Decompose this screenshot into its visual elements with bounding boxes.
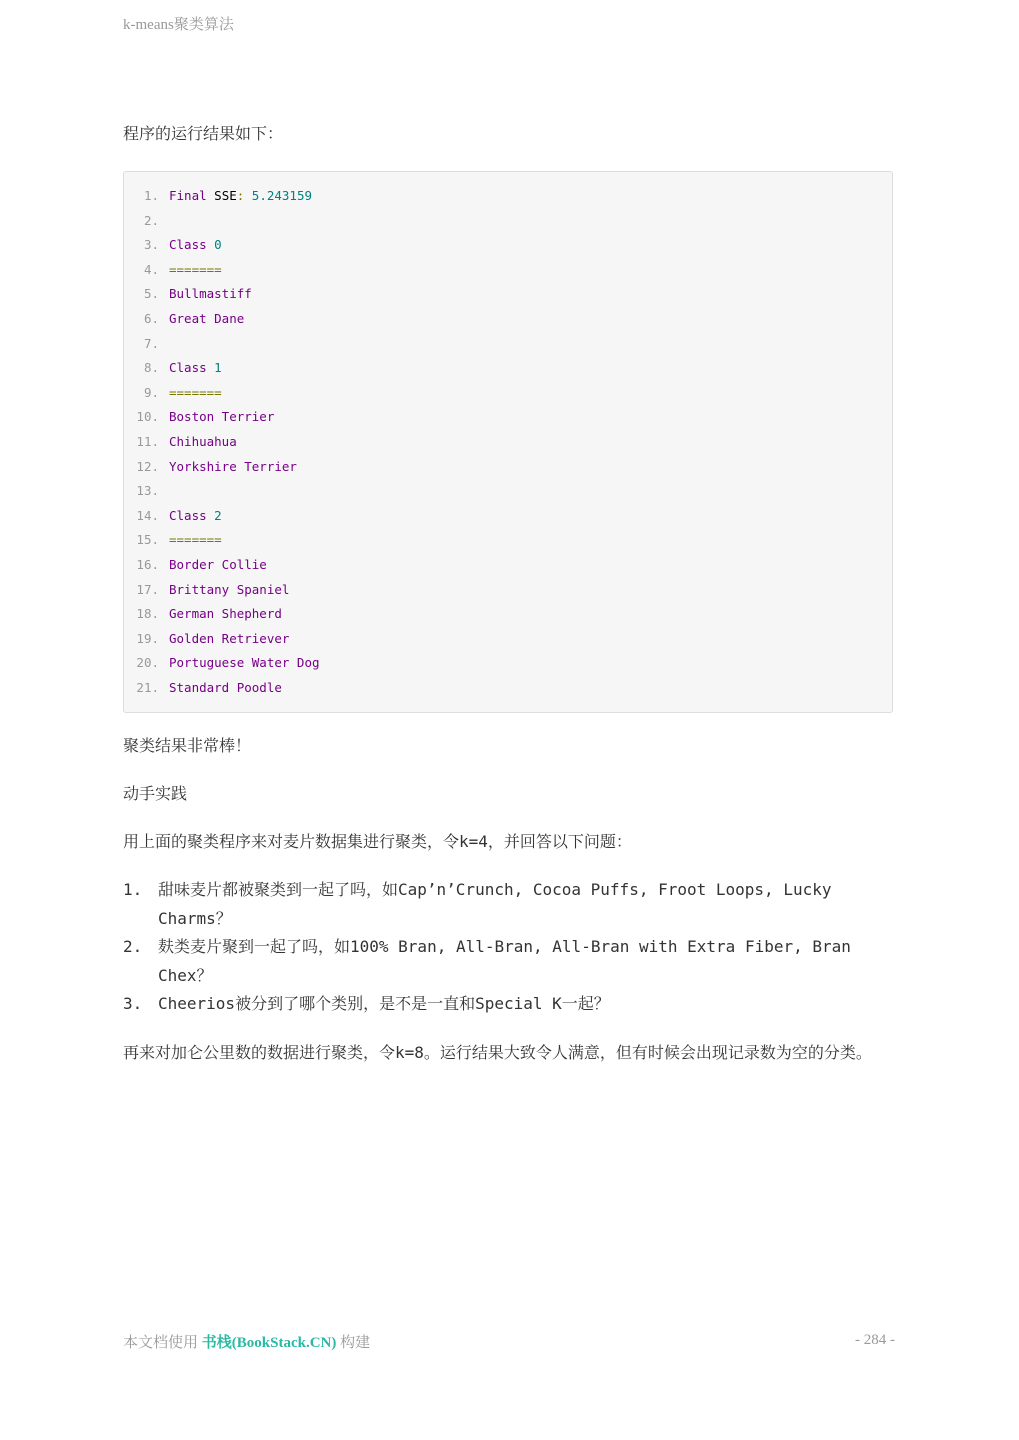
code-text [169, 455, 297, 480]
code-text [169, 602, 282, 627]
code-token: Class [169, 237, 207, 253]
line-number: 9. [143, 384, 159, 400]
line-number: 12. [136, 458, 159, 474]
task-text: 用上面的聚类程序来对麦片数据集进行聚类，令k=4，并回答以下问题： [123, 832, 632, 851]
code-token: Golden Retriever [169, 630, 290, 646]
code-token: Bullmastiff [169, 286, 252, 302]
list-item-text: Cheerios被分到了哪个类别，是不是一直和Special K一起？ [158, 994, 610, 1013]
code-line [124, 405, 892, 430]
code-line [124, 651, 892, 676]
line-number: 16. [136, 556, 159, 572]
bookstack-link[interactable]: 书栈(BookStack.CN) [201, 1335, 337, 1351]
code-text [169, 282, 252, 307]
list-item-number: 3. [123, 994, 143, 1013]
code-token: 0 [206, 237, 222, 253]
line-number: 14. [136, 507, 159, 523]
code-line [124, 184, 892, 209]
line-number: 7. [143, 335, 159, 351]
code-line [124, 504, 892, 529]
code-text [169, 381, 222, 406]
code-line [124, 209, 892, 234]
line-number: 20. [136, 655, 159, 671]
code-token: Yorkshire Terrier [169, 458, 297, 474]
code-text [169, 676, 282, 701]
line-number: 6. [143, 310, 159, 326]
line-number: 21. [136, 679, 159, 695]
code-token: Boston Terrier [169, 409, 275, 425]
line-number: 1. [143, 188, 159, 203]
result-comment: 聚类结果非常棒！ [123, 736, 252, 755]
code-line [124, 233, 892, 258]
code-token: Class [169, 360, 207, 376]
code-token: German Shepherd [169, 606, 282, 622]
code-line [124, 332, 892, 357]
code-line [124, 430, 892, 455]
code-text [169, 504, 222, 529]
code-text [169, 405, 274, 430]
running-header: k-means聚类算法 [123, 17, 234, 33]
code-line [124, 258, 892, 283]
code-token: ======= [169, 384, 222, 400]
code-line [124, 455, 892, 480]
code-line [124, 676, 892, 701]
list-item-number: 2. [123, 937, 143, 956]
line-number: 19. [136, 630, 159, 646]
line-number: 13. [136, 483, 159, 499]
code-text [169, 553, 267, 578]
code-line [124, 528, 892, 553]
code-token: : [236, 188, 245, 203]
code-token: 5.243159 [244, 188, 313, 203]
line-number: 5. [143, 286, 159, 302]
footer-prefix: 本文档使用 [123, 1335, 202, 1351]
code-text [169, 258, 222, 283]
code-text [169, 578, 289, 603]
list-item [123, 990, 895, 1019]
line-number: 4. [143, 261, 159, 277]
code-text [169, 430, 237, 455]
code-line [124, 578, 892, 603]
code-text [169, 627, 289, 652]
code-line [124, 282, 892, 307]
page-number: - 284 - [855, 1332, 895, 1348]
list-item-number: 1. [123, 880, 143, 899]
code-line [124, 479, 892, 504]
code-token: ======= [169, 261, 222, 277]
code-text [169, 307, 244, 332]
code-line [124, 553, 892, 578]
code-token: 1 [206, 360, 222, 376]
list-item-text: 麸类麦片聚到一起了吗，如100% Bran, All-Bran, All-Bran with Extra Fiber, Bran Chex？ [158, 937, 851, 985]
line-number: 3. [143, 237, 159, 253]
code-token: Brittany Spaniel [169, 581, 290, 597]
list-item-text: 甜味麦片都被聚类到一起了吗，如Cap’n’Crunch, Cocoa Puffs, Froot Loops, Lucky Charms？ [158, 880, 832, 928]
code-text [169, 651, 320, 676]
line-number: 18. [136, 606, 159, 622]
code-token: SSE [206, 188, 237, 203]
code-text [169, 233, 222, 258]
closing-text: 再来对加仑公里数的数据进行聚类，令k=8。运行结果大致令人满意，但有时候会出现记录数为空的分类。 [123, 1042, 872, 1062]
list-item [123, 876, 895, 933]
list-item [123, 933, 895, 990]
code-token: Border Collie [169, 556, 267, 572]
line-number: 11. [136, 433, 159, 449]
code-line [124, 307, 892, 332]
line-number: 2. [143, 212, 159, 228]
code-token: Final [169, 188, 207, 203]
code-line [124, 356, 892, 381]
code-block [123, 171, 893, 713]
code-text [169, 528, 222, 553]
practice-heading: 动手实践 [123, 784, 188, 803]
code-token: 2 [206, 507, 222, 523]
question-list [123, 876, 895, 1019]
footer-suffix: 构建 [336, 1335, 371, 1351]
line-number: 17. [136, 581, 159, 597]
code-line [124, 381, 892, 406]
line-number: 10. [136, 409, 159, 425]
footer-credit [123, 1331, 370, 1352]
code-token: Portuguese Water Dog [169, 655, 320, 671]
code-line [124, 627, 892, 652]
intro-text: 程序的运行结果如下： [123, 124, 284, 143]
code-token: ======= [169, 532, 222, 548]
code-token: Class [169, 507, 207, 523]
line-number: 8. [143, 360, 159, 376]
code-token: Standard Poodle [169, 679, 282, 695]
code-line [124, 602, 892, 627]
main-content [123, 120, 895, 1067]
code-text [169, 184, 312, 209]
code-token: Chihuahua [169, 433, 237, 449]
line-number: 15. [136, 532, 159, 548]
code-text [169, 356, 222, 381]
code-token: Great Dane [169, 310, 245, 326]
